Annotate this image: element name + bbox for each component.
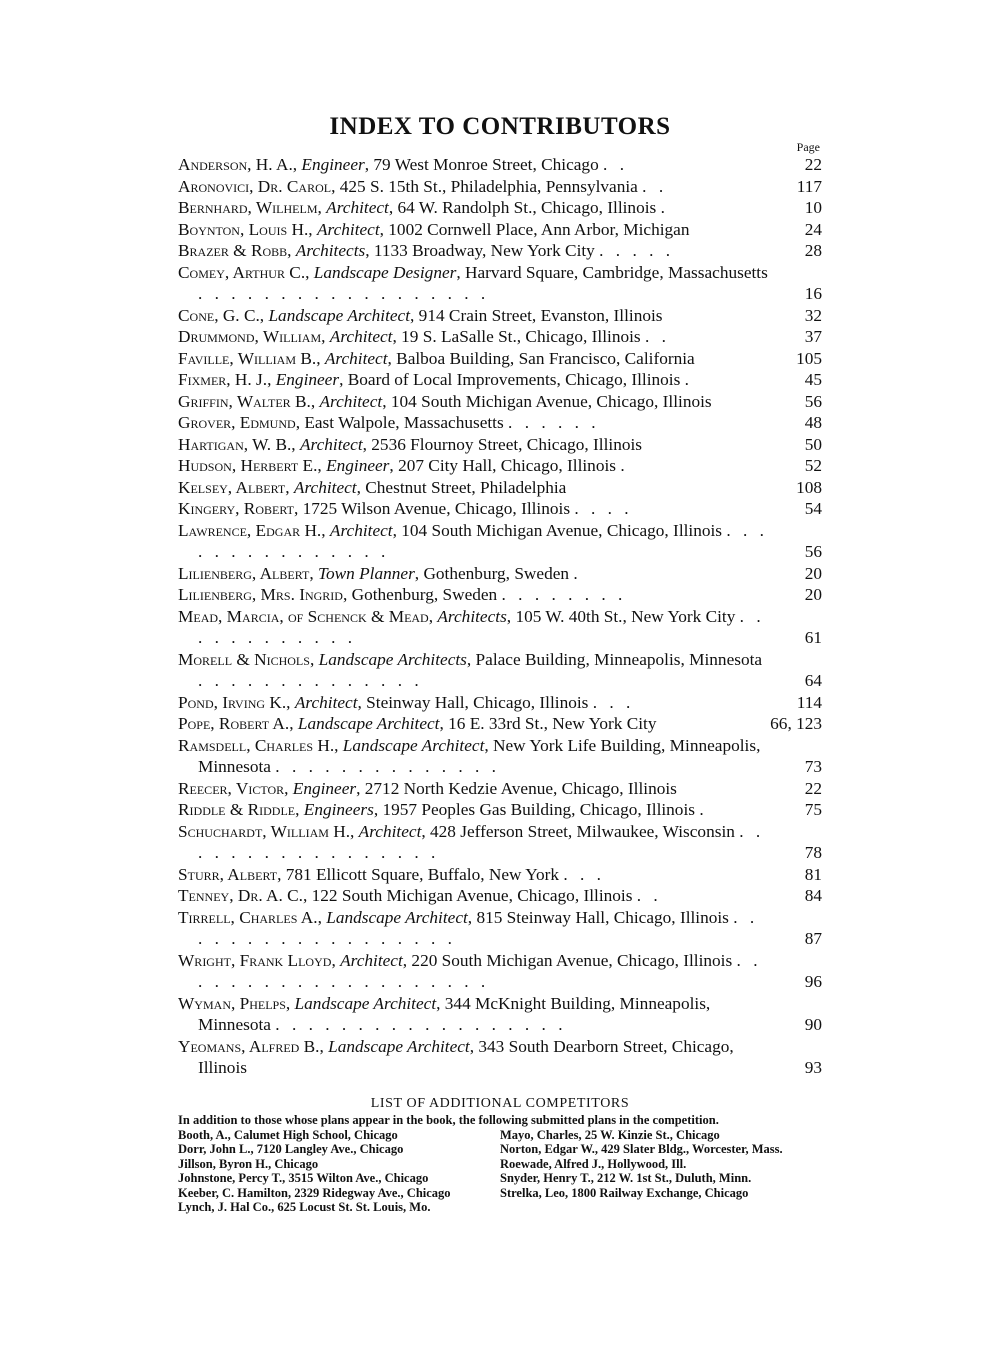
contributor-role: Engineer xyxy=(326,456,390,475)
contributor-address: East Walpole, Massachusetts xyxy=(304,413,504,432)
page-number: 50 xyxy=(804,434,822,454)
competitors-grid xyxy=(178,1128,822,1216)
contributor-role: Town Planner xyxy=(317,563,415,583)
leader-dots: . . . xyxy=(563,864,605,884)
contributor-entry: Riddle & Riddle, Engineers, 1957 Peoples Gas Building, Chicago, Illinois . 75 xyxy=(178,800,822,819)
contributor-address: 16 E. 33rd St., New York City xyxy=(448,714,657,733)
page-number: 52 xyxy=(804,456,822,475)
leader-dots: . . . . . . . . . . . . . . . . . . . . xyxy=(198,950,762,991)
page-number: 56 xyxy=(804,542,822,561)
page-number: 93 xyxy=(804,1058,822,1077)
leader-dots: . . . . . . . . . . . . . . xyxy=(275,757,500,776)
page-number: 20 xyxy=(804,585,822,604)
contributor-entry: Tenney, Dr. A. C., 122 South Michigan Avenue, Chicago, Illinois . . 84 xyxy=(178,886,822,905)
contributor-name: Tenney, Dr. A. C. xyxy=(178,886,303,905)
leader-dots: . xyxy=(660,198,669,217)
competitor-item: Mayo, Charles, 25 W. Kinzie St., Chicago xyxy=(500,1127,720,1142)
page-number: 54 xyxy=(804,499,822,518)
contributor-address: 122 South Michigan Avenue, Chicago, Illinois xyxy=(311,886,633,905)
contributor-address: 1725 Wilson Avenue, Chicago, Illinois xyxy=(302,499,571,518)
contributor-entry: Lilienberg, Albert, Town Planner, Gothenburg, Sweden . 20 xyxy=(178,563,822,583)
contributor-role: Landscape Architects xyxy=(318,649,467,669)
contributor-address: Chestnut Street, Philadelphia xyxy=(365,477,567,497)
page-number: 105 xyxy=(796,348,822,368)
page-number: 78 xyxy=(804,843,822,862)
contributor-address: Gothenburg, Sweden xyxy=(423,563,570,583)
contributor-entry: Ramsdell, Charles H., Landscape Architect, New York Life Building, Minneapolis, Minnesota . . . . . . . . . . . . . . 73 xyxy=(178,735,822,776)
contributor-role: Architects xyxy=(295,241,366,260)
contributor-name: Drummond, William xyxy=(178,327,322,346)
contributor-entry: Bernhard, Wilhelm, Architect, 64 W. Randolph St., Chicago, Illinois . 10 xyxy=(178,198,822,217)
contributor-name: Wyman, Phelps xyxy=(178,993,286,1013)
contributor-name: Yeomans, Alfred B. xyxy=(178,1036,320,1056)
contributor-address: 79 West Monroe Street, Chicago xyxy=(373,155,599,174)
contributor-role: Landscape Architect xyxy=(297,714,440,733)
contributor-role: Engineers xyxy=(303,800,374,819)
contributor-role: Architect xyxy=(329,520,393,540)
contributor-name: Ramsdell, Charles H. xyxy=(178,735,335,755)
contributor-address: 207 City Hall, Chicago, Illinois xyxy=(398,456,616,475)
contributor-entry: Lawrence, Edgar H., Architect, 104 South Michigan Avenue, Chicago, Illinois . . . . . . . . . . . . . . . 56 xyxy=(178,520,822,561)
contributor-address: 343 South Dearborn Street, Chicago, Illinois xyxy=(198,1036,734,1077)
contributor-entry: Tirrell, Charles A., Landscape Architect, 815 Steinway Hall, Chicago, Illinois . . . . . . . . . . . . . . . . . . 87 xyxy=(178,907,822,948)
leader-dots: . . . . . xyxy=(599,241,675,260)
page-number: 108 xyxy=(796,477,822,497)
contributor-entry: Faville, William B., Architect, Balboa Building, San Francisco, California 105 xyxy=(178,348,822,368)
contributor-role: Architect xyxy=(326,198,389,217)
contributor-name: Reecer, Victor xyxy=(178,778,285,798)
contributor-address: 428 Jefferson Street, Milwaukee, Wisconsin xyxy=(430,821,735,841)
leader-dots: . . . . . . . . . . . . . . . . . xyxy=(198,821,765,862)
contributor-role: Landscape Architect xyxy=(328,1036,470,1056)
contributor-entry: Comey, Arthur C., Landscape Designer, Harvard Square, Cambridge, Massachusetts . . . . . . . . . . . . . . . . . . 16 xyxy=(178,262,822,303)
contributor-name: Comey, Arthur C. xyxy=(178,262,306,282)
page-number: 56 xyxy=(804,391,822,411)
leader-dots: . . . . . . . . . . . . . . . . . . xyxy=(275,1015,567,1034)
contributor-address: 1002 Cornwell Place, Ann Arbor, Michigan xyxy=(388,219,690,239)
contributor-role: Architect xyxy=(316,219,380,239)
contributor-address: Balboa Building, San Francisco, California xyxy=(396,348,695,368)
contributor-entry: Fixmer, H. J., Engineer, Board of Local Improvements, Chicago, Illinois . 45 xyxy=(178,370,822,389)
leader-dots: . . . . . . . . . . . . . . xyxy=(198,671,423,690)
contributor-entry: Kelsey, Albert, Architect, Chestnut Street, Philadelphia 108 xyxy=(178,477,822,497)
contributor-address: 105 W. 40th St., New York City xyxy=(515,606,736,626)
contributor-name: Griffin, Walter B. xyxy=(178,391,311,411)
competitor-item: Johnstone, Percy T., 3515 Wilton Ave., Chicago xyxy=(178,1171,429,1186)
page-number: 10 xyxy=(804,198,822,217)
contributor-address: 815 Steinway Hall, Chicago, Illinois xyxy=(476,907,729,927)
contributor-role: Architect xyxy=(319,391,383,411)
contributor-address: 344 McKnight Building, Minneapolis, Minnesota xyxy=(198,993,711,1034)
contributor-entry: Kingery, Robert, 1725 Wilson Avenue, Chicago, Illinois . . . . 54 xyxy=(178,499,822,518)
contributor-entry: Yeomans, Alfred B., Landscape Architect, 343 South Dearborn Street, Chicago, Illinois 93 xyxy=(178,1036,822,1077)
page-number: 61 xyxy=(804,628,822,647)
contributor-role: Landscape Architect xyxy=(342,735,485,755)
competitor-item: Booth, A., Calumet High School, Chicago xyxy=(178,1127,398,1142)
competitor-item: Lynch, J. Hal Co., 625 Locust St. St. Louis, Mo. xyxy=(178,1200,431,1215)
page-number: 22 xyxy=(804,155,822,174)
contributor-address: 104 South Michigan Avenue, Chicago, Illinois xyxy=(401,520,723,540)
contributor-name: Pond, Irving K. xyxy=(178,692,287,712)
leader-dots: . . xyxy=(636,886,662,905)
leader-dots: . . . xyxy=(592,692,635,712)
page-column-label: Page xyxy=(796,140,820,154)
page-number: 64 xyxy=(804,671,822,690)
contributor-entry: Drummond, William, Architect, 19 S. LaSalle St., Chicago, Illinois . . 37 xyxy=(178,327,822,346)
page-number: 66, 123 xyxy=(770,714,822,733)
contributor-role: Landscape Architect xyxy=(268,305,411,325)
competitor-item: Keeber, C. Hamilton, 2329 Ridegway Ave., Chicago xyxy=(178,1185,451,1200)
competitors-title: LIST OF ADDITIONAL COMPETITORS xyxy=(370,1095,630,1111)
leader-dots: . . . . . . . . . . . . . . . . . . xyxy=(198,284,490,303)
competitor-item: Jillson, Byron H., Chicago xyxy=(178,1156,319,1171)
contributor-entry: Wright, Frank Lloyd, Architect, 220 South Michigan Avenue, Chicago, Illinois . . . . . . . . . . . . . . . . . . . . 96 xyxy=(178,950,822,991)
page-number: 16 xyxy=(804,284,822,303)
contributor-role: Architect xyxy=(324,348,388,368)
contributor-name: Cone, G. C. xyxy=(178,305,260,325)
leader-dots: . . xyxy=(644,327,670,346)
contributor-name: Riddle & Riddle xyxy=(178,800,296,819)
contributor-name: Morell & Nichols xyxy=(178,649,310,669)
contributor-entry: Pope, Robert A., Landscape Architect, 16 E. 33rd St., New York City 66, 123 xyxy=(178,714,822,733)
contributor-address: Palace Building, Minneapolis, Minnesota xyxy=(475,649,763,669)
contributor-entry: Pond, Irving K., Architect, Steinway Hall, Chicago, Illinois . . . 114 xyxy=(178,692,822,712)
contributor-entry: Reecer, Victor, Engineer, 2712 North Kedzie Avenue, Chicago, Illinois 22 xyxy=(178,778,822,798)
leader-dots: . xyxy=(699,800,708,819)
contributor-role: Architect xyxy=(329,327,393,346)
contributor-entry: Brazer & Robb, Architects, 1133 Broadway, New York City . . . . . 28 xyxy=(178,241,822,260)
contributor-address: 781 Ellicott Square, Buffalo, New York xyxy=(285,864,559,884)
contributor-list xyxy=(178,154,822,1079)
contributor-role: Landscape Architect xyxy=(294,993,437,1013)
page-number: 24 xyxy=(804,219,822,239)
contributor-name: Lilienberg, Mrs. Ingrid xyxy=(178,585,343,604)
contributor-entry: Wyman, Phelps, Landscape Architect, 344 McKnight Building, Minneapolis, Minnesota . . . . . . . . . . . . . . . . . . 90 xyxy=(178,993,822,1034)
contributor-address: 104 South Michigan Avenue, Chicago, Illinois xyxy=(390,391,712,411)
contributor-name: Tirrell, Charles A. xyxy=(178,907,318,927)
page-number: 117 xyxy=(796,176,822,196)
contributor-address: 64 W. Randolph St., Chicago, Illinois xyxy=(397,198,657,217)
contributor-name: Kelsey, Albert xyxy=(178,477,286,497)
contributor-name: Fixmer, H. J. xyxy=(178,370,268,389)
contributor-address: New York Life Building, Minneapolis, Minnesota xyxy=(198,735,761,776)
contributor-address: 425 S. 15th St., Philadelphia, Pennsylvania xyxy=(339,176,638,196)
page-number: 90 xyxy=(804,1015,822,1034)
contributor-role: Engineer xyxy=(292,778,357,798)
contributor-name: Mead, Marcia, of Schenck & Mead xyxy=(178,606,429,626)
contributor-address: 1957 Peoples Gas Building, Chicago, Illinois xyxy=(382,800,695,819)
contributor-name: Sturr, Albert xyxy=(178,864,278,884)
page-number: 48 xyxy=(804,413,822,432)
contributor-entry: Morell & Nichols, Landscape Architects, Palace Building, Minneapolis, Minnesota . . . . . . . . . . . . . . 64 xyxy=(178,649,822,690)
contributor-role: Engineer xyxy=(275,370,340,389)
page-number: 45 xyxy=(804,370,822,389)
contributor-name: Boynton, Louis H. xyxy=(178,219,309,239)
contributor-address: Steinway Hall, Chicago, Illinois xyxy=(366,692,589,712)
contributor-entry: Griffin, Walter B., Architect, 104 South Michigan Avenue, Chicago, Illinois 56 xyxy=(178,391,822,411)
leader-dots: . . . . . . . . xyxy=(501,585,627,604)
contributor-address: 914 Crain Street, Evanston, Illinois xyxy=(418,305,663,325)
contributor-entry: Boynton, Louis H., Architect, 1002 Cornwell Place, Ann Arbor, Michigan 24 xyxy=(178,219,822,239)
contributor-entry: Schuchardt, William H., Architect, 428 Jefferson Street, Milwaukee, Wisconsin . . . . . . . . . . . . . . . . . 78 xyxy=(178,821,822,862)
contributor-name: Lilienberg, Albert xyxy=(178,563,310,583)
contributor-name: Grover, Edmund xyxy=(178,413,296,432)
contributor-role: Landscape Designer xyxy=(313,262,457,282)
contributor-role: Architect xyxy=(294,692,358,712)
page-number: 114 xyxy=(796,692,822,712)
page-number: 75 xyxy=(804,800,822,819)
contributor-address: Gothenburg, Sweden xyxy=(351,585,498,604)
page-number: 32 xyxy=(804,305,822,325)
page-number: 20 xyxy=(804,563,822,583)
contributor-entry: Grover, Edmund, East Walpole, Massachusetts . . . . . . 48 xyxy=(178,413,822,432)
leader-dots: . . . . . . . . . . . . xyxy=(198,606,765,647)
competitor-item: Snyder, Henry T., 212 W. 1st St., Duluth, Minn. xyxy=(500,1171,752,1186)
competitor-item: Roewade, Alfred J., Hollywood, Ill. xyxy=(500,1156,687,1171)
index-page xyxy=(178,112,822,1215)
contributor-address: Board of Local Improvements, Chicago, Illinois xyxy=(347,370,681,389)
contributor-name: Hartigan, W. B. xyxy=(178,434,292,454)
leader-dots: . xyxy=(573,563,582,583)
leader-dots: . . . . . . . . . . . . . . . xyxy=(198,520,768,561)
contributor-address: 2536 Flournoy Street, Chicago, Illinois xyxy=(371,434,643,454)
contributor-name: Aronovici, Dr. Carol xyxy=(178,176,332,196)
contributor-role: Architect xyxy=(340,950,403,970)
contributor-name: Brazer & Robb xyxy=(178,241,288,260)
page-number: 73 xyxy=(804,757,822,776)
contributor-entry: Mead, Marcia, of Schenck & Mead, Architects, 105 W. 40th St., New York City . . . . . . . . . . . . 61 xyxy=(178,606,822,647)
contributor-address: 19 S. LaSalle St., Chicago, Illinois xyxy=(401,327,641,346)
page-number: 81 xyxy=(804,864,822,884)
competitor-item: Strelka, Leo, 1800 Railway Exchange, Chicago xyxy=(500,1185,749,1200)
leader-dots: . xyxy=(684,370,693,389)
leader-dots: . . . . . . . . . . . . . . . . . . xyxy=(198,907,759,948)
contributor-name: Anderson, H. A. xyxy=(178,155,293,174)
page-number: 22 xyxy=(804,778,822,798)
contributor-address: 1133 Broadway, New York City xyxy=(373,241,595,260)
contributor-address: 2712 North Kedzie Avenue, Chicago, Illinois xyxy=(364,778,677,798)
contributor-role: Architects xyxy=(437,606,507,626)
leader-dots: . xyxy=(620,456,629,475)
contributor-name: Faville, William B. xyxy=(178,348,317,368)
contributor-name: Schuchardt, William H. xyxy=(178,821,351,841)
contributor-entry: Lilienberg, Mrs. Ingrid, Gothenburg, Sweden . . . . . . . . 20 xyxy=(178,585,822,604)
contributor-name: Pope, Robert A. xyxy=(178,714,290,733)
contributor-role: Architect xyxy=(293,477,357,497)
page-number: 96 xyxy=(804,972,822,991)
contributor-entry: Hudson, Herbert E., Engineer, 207 City Hall, Chicago, Illinois . 52 xyxy=(178,456,822,475)
leader-dots: . . . . xyxy=(574,499,633,518)
leader-dots: . . xyxy=(603,155,629,174)
contributor-role: Landscape Architect xyxy=(326,907,468,927)
page-title: INDEX TO CONTRIBUTORS xyxy=(329,113,671,140)
leader-dots: . . xyxy=(642,176,668,196)
page-number: 28 xyxy=(804,241,822,260)
contributor-name: Lawrence, Edgar H. xyxy=(178,520,322,540)
contributor-entry: Cone, G. C., Landscape Architect, 914 Crain Street, Evanston, Illinois 32 xyxy=(178,305,822,325)
contributor-role: Architect xyxy=(299,434,363,454)
competitors-intro: In addition to those whose plans appear in the book, the following submitted plans in the competition. xyxy=(178,1112,719,1127)
contributor-role: Engineer xyxy=(301,155,365,174)
contributor-name: Bernhard, Wilhelm xyxy=(178,198,318,217)
competitor-item: Norton, Edgar W., 429 Slater Bldg., Worcester, Mass. xyxy=(500,1142,783,1157)
page-number: 87 xyxy=(804,929,822,948)
contributor-role: Architect xyxy=(358,821,422,841)
contributor-entry: Anderson, H. A., Engineer, 79 West Monroe Street, Chicago . . 22 xyxy=(178,155,822,174)
contributor-name: Kingery, Robert xyxy=(178,499,294,518)
contributor-name: Wright, Frank Lloyd xyxy=(178,950,332,970)
contributor-name: Hudson, Herbert E. xyxy=(178,456,318,475)
competitor-item: Dorr, John L., 7120 Langley Ave., Chicago xyxy=(178,1142,404,1157)
contributor-entry: Hartigan, W. B., Architect, 2536 Flournoy Street, Chicago, Illinois 50 xyxy=(178,434,822,454)
contributor-entry: Aronovici, Dr. Carol, 425 S. 15th St., Philadelphia, Pennsylvania . . 117 xyxy=(178,176,822,196)
contributor-address: 220 South Michigan Avenue, Chicago, Illinois xyxy=(411,950,733,970)
page-number: 37 xyxy=(804,327,822,346)
leader-dots: . . . . . . xyxy=(508,413,600,432)
contributor-address: Harvard Square, Cambridge, Massachusetts xyxy=(465,262,768,282)
page-number: 84 xyxy=(804,886,822,905)
contributor-entry: Sturr, Albert, 781 Ellicott Square, Buffalo, New York . . . 81 xyxy=(178,864,822,884)
